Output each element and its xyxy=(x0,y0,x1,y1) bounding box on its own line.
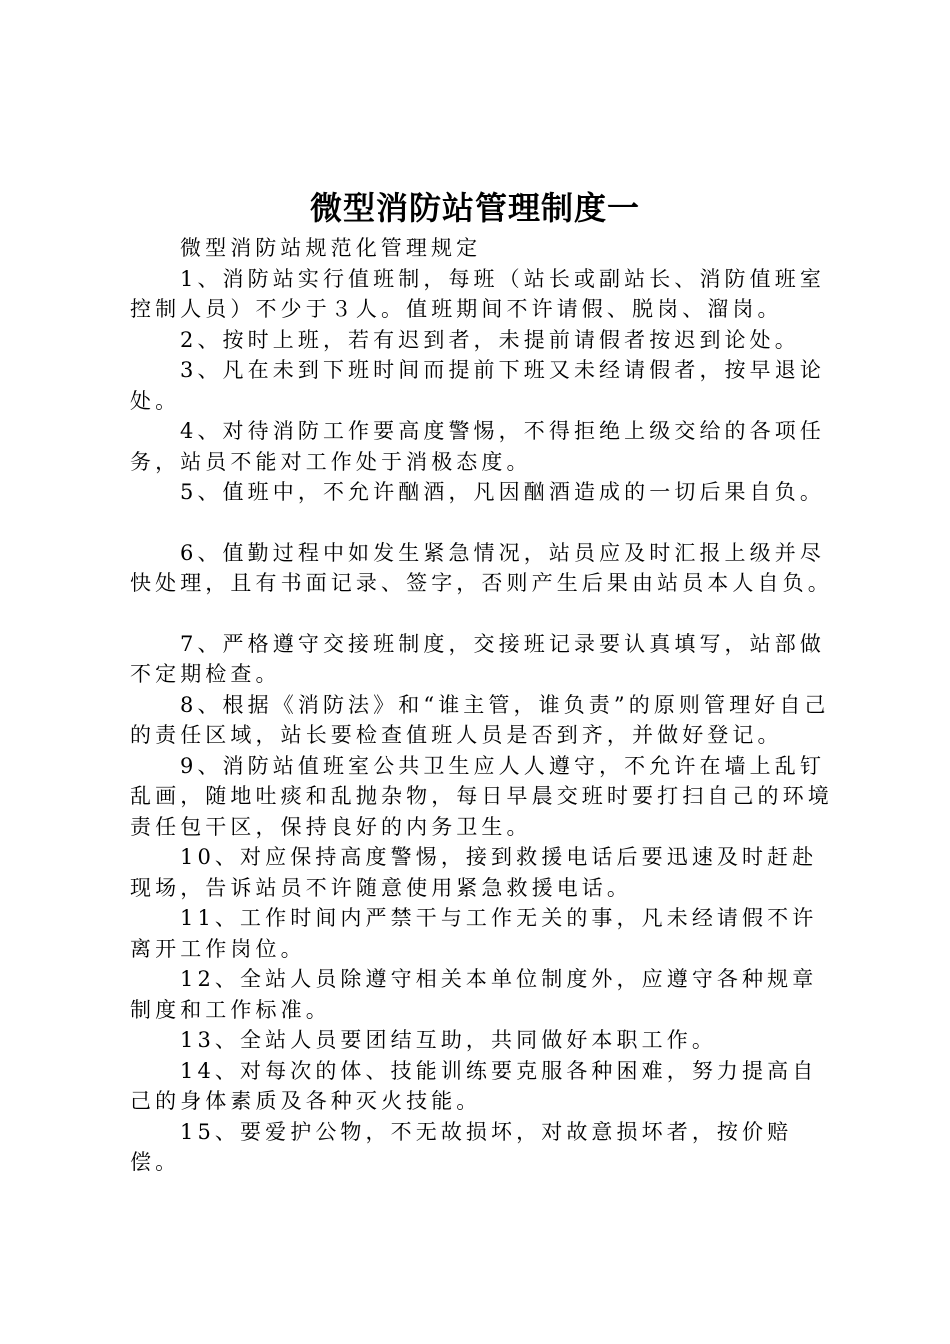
rule-paragraph-6: 6、值勤过程中如发生紧急情况，站员应及时汇报上级并尽快处理，且有书面记录、签字，否则产生后果由站员本人自负。 xyxy=(130,540,833,595)
document-body xyxy=(130,233,835,1178)
rule-paragraph-7: 7、严格遵守交接班制度，交接班记录要认真填写，站部做不定期检查。 xyxy=(130,631,825,686)
rule-paragraph-15: 15、要爱护公物，不无故损坏，对故意损坏者，按价赔偿。 xyxy=(130,1119,793,1174)
document-title: 微型消防站管理制度一 xyxy=(309,189,640,227)
rule-paragraph-10: 10、对应保持高度警惕，接到救援电话后要迅速及时赶赴现场，告诉站员不许随意使用紧急救援电话。 xyxy=(130,845,818,900)
rule-paragraph-11: 11、工作时间内严禁干与工作无关的事，凡未经请假不许离开工作岗位。 xyxy=(130,906,818,961)
rule-paragraph-9: 9、消防站值班室公共卫生应人人遵守，不允许在墙上乱钉乱画，随地吐痰和乱抛杂物，每日早晨交班时要打扫自己的环境责任包干区，保持良好的内务卫生。 xyxy=(130,753,833,839)
rule-paragraph-2: 2、按时上班，若有迟到者，未提前请假者按迟到论处。 xyxy=(180,327,800,352)
document-subtitle: 微型消防站规范化管理规定 xyxy=(180,236,482,260)
rule-paragraph-5: 5、值班中，不允许酗酒，凡因酗酒造成的一切后果自负。 xyxy=(180,480,825,504)
rule-paragraph-1: 1、消防站实行值班制，每班（站长或副站长、消防值班室控制人员）不少于３人。值班期间不许请假、脱岗、溜岗。 xyxy=(130,266,825,321)
rule-paragraph-3: 3、凡在未到下班时间而提前下班又未经请假者，按早退论处。 xyxy=(130,358,825,413)
rule-paragraph-12: 12、全站人员除遵守相关本单位制度外，应遵守各种规章制度和工作标准。 xyxy=(130,967,818,1022)
rule-paragraph-13: 13、全站人员要团结互助，共同做好本职工作。 xyxy=(180,1028,717,1052)
rule-paragraph-8: 8、根据《消防法》和“谁主管，谁负责”的原则管理好自己的责任区域，站长要检查值班人员是否到齐，并做好登记。 xyxy=(130,692,830,747)
rule-paragraph-14: 14、对每次的体、技能训练要克服各种困难，努力提高自己的身体素质及各种灭火技能。 xyxy=(130,1058,818,1113)
rule-paragraph-4: 4、对待消防工作要高度警惕，不得拒绝上级交给的各项任务，站员不能对工作处于消极态度。 xyxy=(130,419,825,474)
